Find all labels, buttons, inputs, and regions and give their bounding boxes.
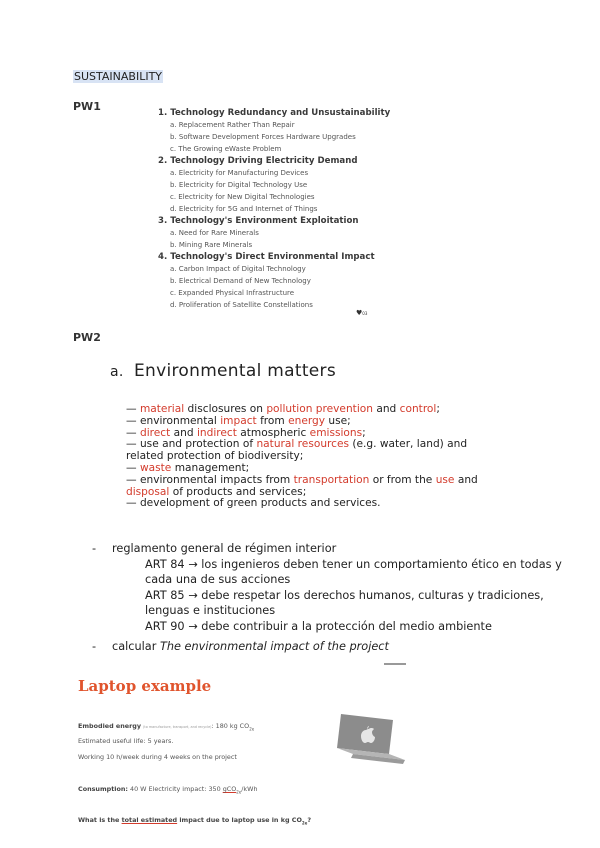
outline-item: b. Software Development Forces Hardware Upgrades [170, 133, 356, 141]
outline-section-heading: 1. Technology Redundancy and Unsustainability [158, 108, 391, 118]
list-bullet: a. [110, 364, 124, 380]
text: impact due to laptop use in kg CO [177, 816, 302, 824]
text: — [126, 461, 140, 474]
article-84: ART 84 → los ingenieros deben tener un comportamiento ético en todas y cada una de sus acciones [145, 557, 562, 587]
subscript: 2e [249, 726, 255, 732]
highlight-text: direct [139, 426, 171, 439]
list-dash: - [92, 640, 97, 653]
subscript: 2e [301, 820, 308, 826]
calcular-prefix: calcular [112, 640, 160, 653]
text: from [256, 414, 289, 427]
consumption-label: Consumption: [78, 785, 128, 793]
embodied-note: (to manufacture, transport, and recycle) [143, 725, 212, 729]
highlight-text: material [139, 403, 185, 415]
calcular-line [92, 640, 389, 653]
reglamento-title-line [92, 541, 562, 557]
environmental-list [126, 404, 506, 510]
text: — [126, 426, 140, 439]
outline-item: b. Electricity for Digital Technology Use [170, 181, 308, 189]
heart-icon: ♥ [356, 309, 363, 317]
text: — use and protection of [126, 438, 257, 451]
env-line: — development of green products and services. [126, 497, 381, 510]
pw1-outline [158, 107, 418, 311]
highlight-text: natural resources [256, 438, 350, 451]
working-hours-line: Working 10 h/week during 4 weeks on the project [78, 753, 237, 761]
outline-item: a. Carbon Impact of Digital Technology [170, 265, 306, 273]
text: and [170, 426, 197, 439]
embodied-energy-line [78, 722, 254, 731]
outline-section-heading: 4. Technology's Direct Environmental Impact [158, 252, 375, 262]
outline-item: a. Electricity for Manufacturing Devices [170, 169, 309, 177]
environmental-heading [110, 361, 336, 381]
useful-life-line: Estimated useful life: 5 years. [78, 737, 174, 745]
highlight-text: pollution prevention [266, 403, 373, 415]
laptop-icon [333, 712, 407, 768]
consumption-value: 40 W Electricity impact: 350 [127, 785, 223, 793]
highlight-text: use [435, 473, 455, 486]
page-title: SUSTAINABILITY [74, 70, 163, 83]
outline-section-heading: 2. Technology Driving Electricity Demand [158, 156, 358, 166]
reaction-heart[interactable] [356, 309, 367, 317]
pw2-label: PW2 [73, 331, 101, 344]
environmental-heading-text: Environmental matters [134, 361, 337, 381]
highlight-text: emissions [309, 426, 363, 439]
text: (e.g. water, land) and related protection of biodiversity; [126, 438, 468, 463]
consumption-unit: gCO [222, 785, 237, 793]
text: disclosures on [184, 403, 267, 415]
outline-item: c. Expanded Physical Infrastructure [170, 289, 295, 297]
laptop-example-title: Laptop example [78, 677, 212, 695]
outline-item: a. Need for Rare Minerals [170, 229, 259, 237]
outline-item: d. Electricity for 5G and Internet of Things [170, 205, 318, 213]
text: — [126, 403, 140, 415]
text: ; [362, 426, 366, 439]
consumption-line [78, 785, 258, 794]
reglamento-block [92, 541, 562, 635]
text: and [372, 403, 400, 415]
subscript: 2e [236, 789, 242, 795]
text: use; [325, 414, 351, 427]
outline-item: b. Mining Rare Minerals [170, 241, 253, 249]
calcular-italic: The environmental impact of the project [159, 640, 389, 653]
question-line [78, 816, 311, 825]
article-90: ART 90 → debe contribuir a la protección del medio ambiente [145, 619, 492, 633]
text: What is the [78, 816, 122, 824]
env-line [126, 475, 506, 499]
outline-item: c. The Growing eWaste Problem [170, 145, 282, 153]
reglamento-title: reglamento general de régimen interior [112, 542, 337, 555]
highlight-text: waste [139, 461, 172, 474]
text: — environmental [126, 414, 221, 427]
text: and [454, 473, 478, 486]
reaction-count: 03 [362, 311, 368, 316]
outline-section-heading: 3. Technology's Environment Exploitation [158, 216, 359, 226]
divider-mark [384, 663, 406, 665]
article-85: ART 85 → debe respetar los derechos humanos, culturas y tradiciones, lenguas e instituciones [145, 588, 544, 618]
highlight-text: disposal [126, 485, 170, 498]
highlight-text: impact [220, 414, 257, 427]
consumption-unit-tail: /kWh [241, 785, 258, 793]
embodied-value: : 180 kg CO [211, 722, 250, 730]
embodied-label: Embodied energy [78, 722, 141, 730]
text: ; [436, 403, 440, 415]
pw1-label: PW1 [73, 100, 101, 113]
highlight-text: transportation [293, 473, 370, 486]
list-dash: - [92, 542, 97, 555]
outline-item: c. Electricity for New Digital Technologies [170, 193, 315, 201]
outline-item: b. Electrical Demand of New Technology [170, 277, 311, 285]
text: of products and services; [169, 485, 307, 498]
outline-item: d. Proliferation of Satellite Constellations [170, 301, 313, 309]
env-line [126, 439, 506, 463]
outline-item: a. Replacement Rather Than Repair [170, 121, 295, 129]
text: management; [171, 461, 250, 474]
highlight-text: control [399, 403, 437, 415]
highlight-text: energy [288, 414, 326, 427]
highlight-text: indirect [196, 426, 237, 439]
text: atmospheric [236, 426, 310, 439]
text: or from the [369, 473, 436, 486]
text: — environmental impacts from [126, 473, 294, 486]
text: ? [307, 816, 312, 824]
highlight-text: total estimated [121, 816, 178, 824]
